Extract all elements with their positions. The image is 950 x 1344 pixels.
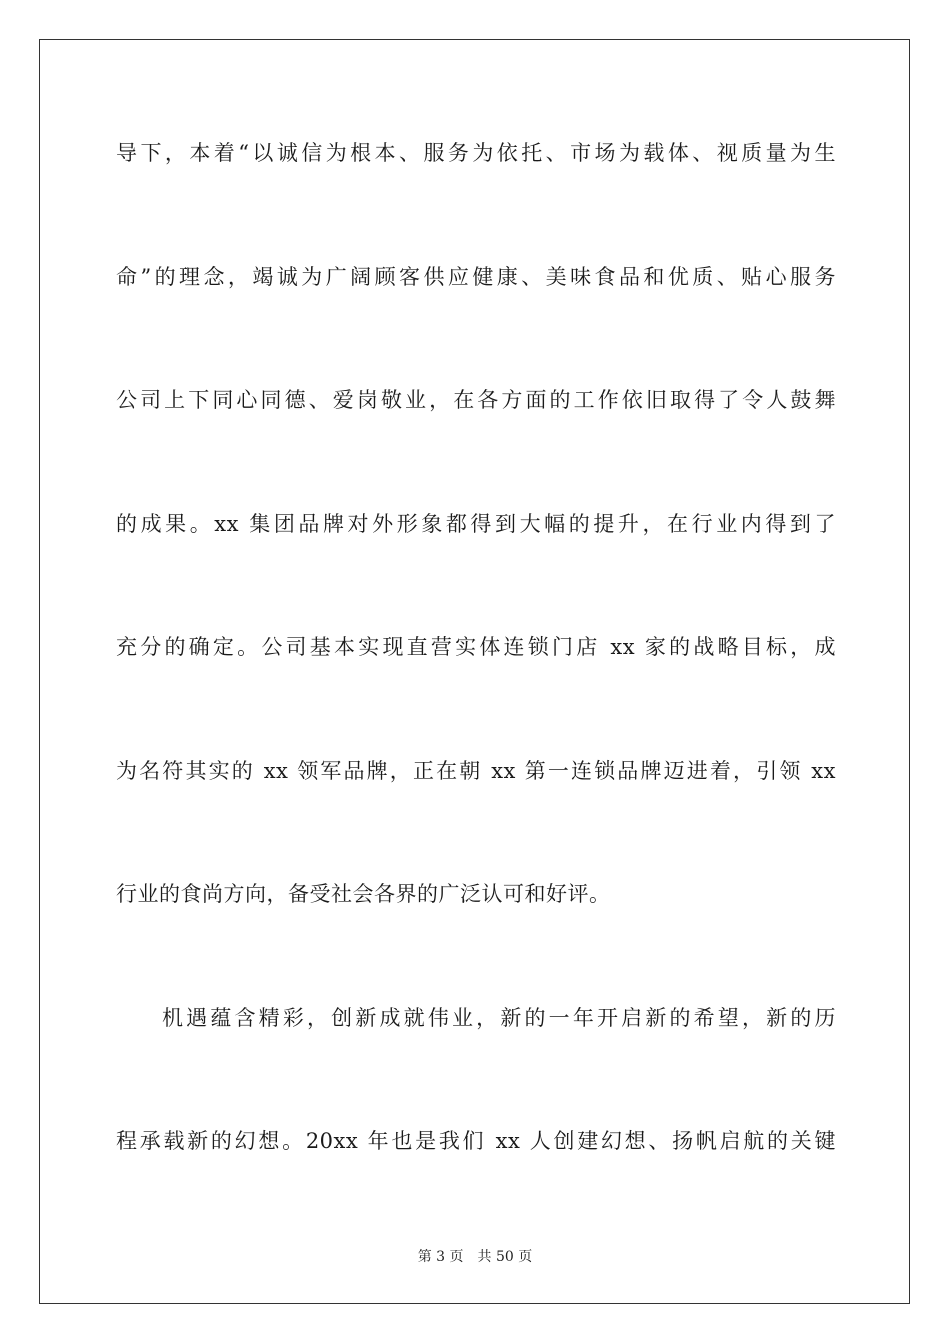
page-number: 第 3 页 <box>417 1249 464 1265</box>
text-line: 的成果。xx 集团品牌对外形象都得到大幅的提升，在行业内得到了 <box>116 511 836 536</box>
text-line: 公司上下同心同德、爱岗敬业，在各方面的工作依旧取得了令人鼓舞 <box>116 388 836 412</box>
text-line: 程承载新的幻想。20xx 年也是我们 xx 人创建幻想、扬帆启航的关键 <box>116 1129 836 1153</box>
total-pages: 共 50 页 <box>477 1249 533 1265</box>
text-line: 命”的理念，竭诚为广阔顾客供应健康、美味食品和优质、贴心服务 <box>116 264 836 289</box>
text-line: 行业的食尚方向，备受社会各界的广泛认可和好评。 <box>116 882 611 906</box>
page-footer <box>0 1246 950 1266</box>
text-line: 导下，本着“以诚信为根本、服务为依托、市场为载体、视质量为生 <box>116 141 836 165</box>
paragraph-first-line: 机遇蕴含精彩，创新成就伟业，新的一年开启新的希望，新的历 <box>162 1005 836 1030</box>
text-line: 充分的确定。公司基本实现直营实体连锁门店 xx 家的战略目标，成 <box>116 635 836 659</box>
text-line: 为名符其实的 xx 领军品牌，正在朝 xx 第一连锁品牌迈进着，引领 xx <box>116 758 836 783</box>
document-body <box>116 128 836 1240</box>
